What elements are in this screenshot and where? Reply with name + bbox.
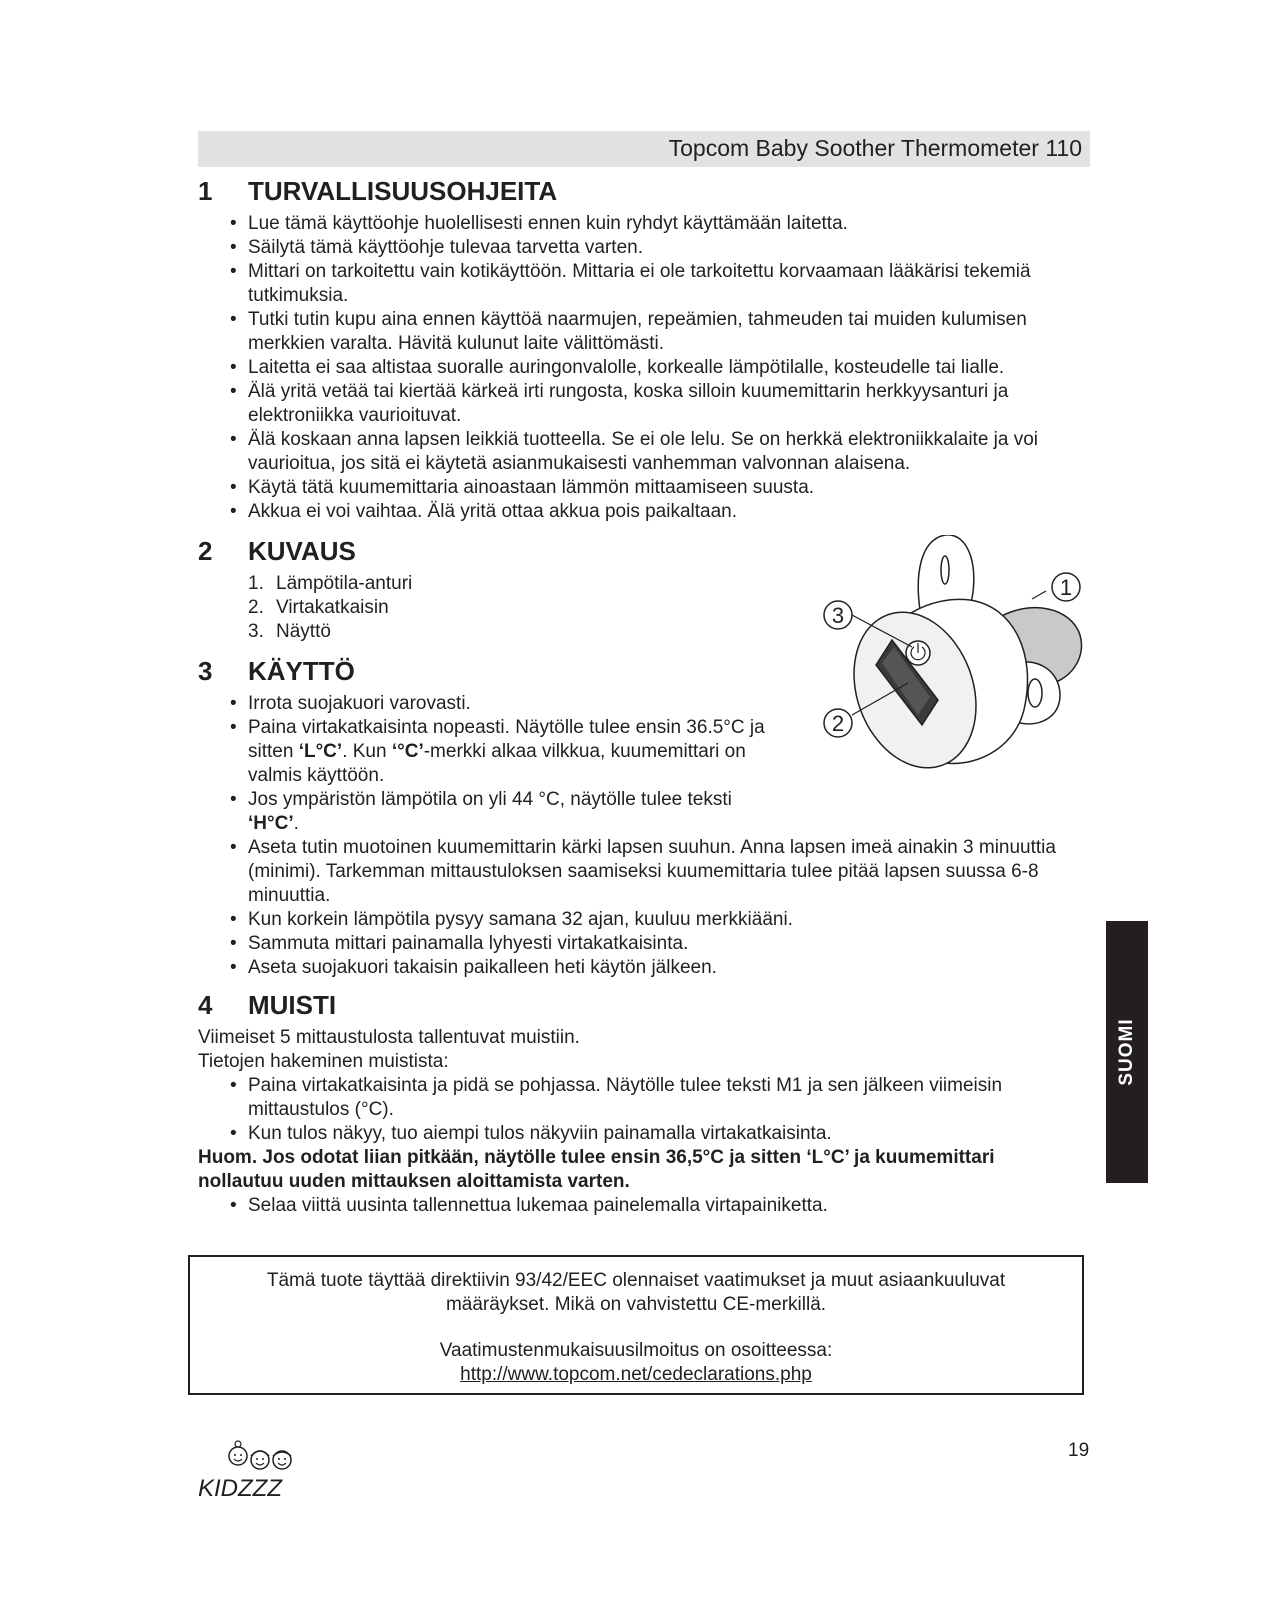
list-item: • Jos ympäristön lämpötila on yli 44 °C, näytölle tulee teksti ‘H°C’.	[230, 788, 1100, 836]
header-bar	[198, 131, 1090, 167]
list-item: • Laitetta ei saa altistaa suoralle auringonvalolle, korkealle lämpötilalle, kosteudelle tai lialle.	[230, 356, 1100, 380]
section-number: 1	[198, 176, 213, 206]
kidzzz-logo	[196, 1436, 306, 1504]
list-item: • Kun tulos näkyy, tuo aiempi tulos näkyviin painamalla virtakatkaisinta.	[230, 1122, 1100, 1146]
memory-list	[230, 1074, 1100, 1146]
section-number: 2	[198, 536, 213, 566]
list-item: • Kun korkein lämpötila pysyy samana 32 ajan, kuuluu merkkiääni.	[230, 908, 1100, 932]
page-number: 19	[1068, 1440, 1090, 1461]
list-item: 1. Lämpötila-anturi	[248, 573, 413, 594]
list-item: • Irrota suojakuori varovasti.	[230, 692, 1100, 716]
memory-intro: Viimeiset 5 mittaustulosta tallentuvat muistiin.	[198, 1027, 580, 1048]
callout-line-1	[1032, 591, 1046, 599]
section-title: MUISTI	[248, 990, 337, 1020]
declaration-label: Vaatimustenmukaisuusilmoitus on osoitteessa:	[439, 1340, 833, 1361]
section-title: KÄYTTÖ	[248, 656, 355, 686]
callout-3-label: 3	[831, 603, 845, 628]
section-number: 4	[198, 990, 213, 1020]
list-item: 3. Näyttö	[248, 621, 331, 642]
section-number: 3	[198, 656, 213, 686]
section-title: KUVAUS	[248, 536, 356, 566]
list-item: 2. Virtakatkaisin	[248, 597, 389, 618]
compliance-text: Tämä tuote täyttää direktiivin 93/42/EEC olennaiset vaatimukset ja muut asiaankuuluvat määräykset. Mikä on vahvistettu CE-merkillä.	[266, 1270, 1006, 1315]
usage-list	[230, 692, 1100, 980]
language-tab	[1106, 921, 1148, 1183]
list-item: • Säilytä tämä käyttöohje tulevaa tarvetta varten.	[230, 236, 1100, 260]
compliance-notice	[188, 1255, 1084, 1395]
list-item: • Paina virtakatkaisinta ja pidä se pohjassa. Näytölle tulee teksti M1 ja sen jälkeen viimeisin mittaustulos (°C).	[230, 1074, 1100, 1122]
language-label: SUOMI	[1116, 1018, 1137, 1086]
list-item: • Akkua ei voi vaihtaa. Älä yritä ottaa akkua pois paikaltaan.	[230, 500, 1100, 524]
callout-1-label: 1	[1059, 575, 1073, 600]
memory-retrieve-label: Tietojen hakeminen muistista:	[198, 1051, 449, 1072]
safety-list	[230, 212, 1100, 524]
callout-2-label: 2	[831, 711, 845, 736]
ring-hole	[941, 556, 949, 584]
list-item: • Mittari on tarkoitettu vain kotikäyttöön. Mittaria ei ole tarkoitettu korvaamaan lääkärisi tekemiä tutkimuksia.	[230, 260, 1100, 308]
section-title: TURVALLISUUSOHJEITA	[248, 176, 558, 206]
list-item: • Älä koskaan anna lapsen leikkiä tuotteella. Se ei ole lelu. Se on herkkä elektroniikkalaite ja voi vaurioitua, jos sitä ei käytetä asianmukaisesti vanhemman valvonnan alaisena.	[230, 428, 1100, 476]
list-item: • Älä yritä vetää tai kiertää kärkeä irti rungosta, koska silloin kuumemittarin herkkyysanturi ja elektroniikka vaurioituvat.	[230, 380, 1100, 428]
list-item: • Aseta tutin muotoinen kuumemittarin kärki lapsen suuhun. Anna lapsen imeä ainakin 3 minuuttia (minimi). Tarkemman mittaustuloksen saamiseksi kuumemittaria tulee pitää lapsen suussa 6-8 minuuttia.	[230, 836, 1100, 908]
memory-list-2	[230, 1194, 1100, 1218]
list-item: • Aseta suojakuori takaisin paikalleen heti käytön jälkeen.	[230, 956, 1100, 980]
list-item: • Käytä tätä kuumemittaria ainoastaan lämmön mittaamiseen suusta.	[230, 476, 1100, 500]
memory-note: Huom. Jos odotat liian pitkään, näytölle tulee ensin 36,5°C ja sitten ‘L°C’ ja kuumemittari nollautuu uuden mittauksen aloittamista varten.	[198, 1147, 995, 1192]
logo-text: KIDZZZ	[198, 1475, 282, 1502]
list-item: • Paina virtakatkaisinta nopeasti. Näytölle tulee ensin 36.5°C ja sitten ‘L°C’. Kun ‘°C’-merkki alkaa vilkkua, kuumemittari on valmis käyttöön.	[230, 716, 1100, 788]
list-item: • Selaa viittä uusinta tallennettua lukemaa painelemalla virtapainiketta.	[230, 1194, 1100, 1218]
list-item: • Sammuta mittari painamalla lyhyesti virtakatkaisinta.	[230, 932, 1100, 956]
document-title: Topcom Baby Soother Thermometer 110	[668, 135, 1082, 161]
list-item: • Lue tämä käyttöohje huolellisesti ennen kuin ryhdyt käyttämään laitetta.	[230, 212, 1100, 236]
description-list	[248, 572, 412, 644]
list-item: • Tutki tutin kupu aina ennen käyttöä naarmujen, repeämien, tahmeuden tai muiden kulumisen merkkien varalta. Hävitä kulunut laite välittömästi.	[230, 308, 1100, 356]
declaration-link[interactable]: http://www.topcom.net/cedeclarations.php	[460, 1364, 812, 1385]
